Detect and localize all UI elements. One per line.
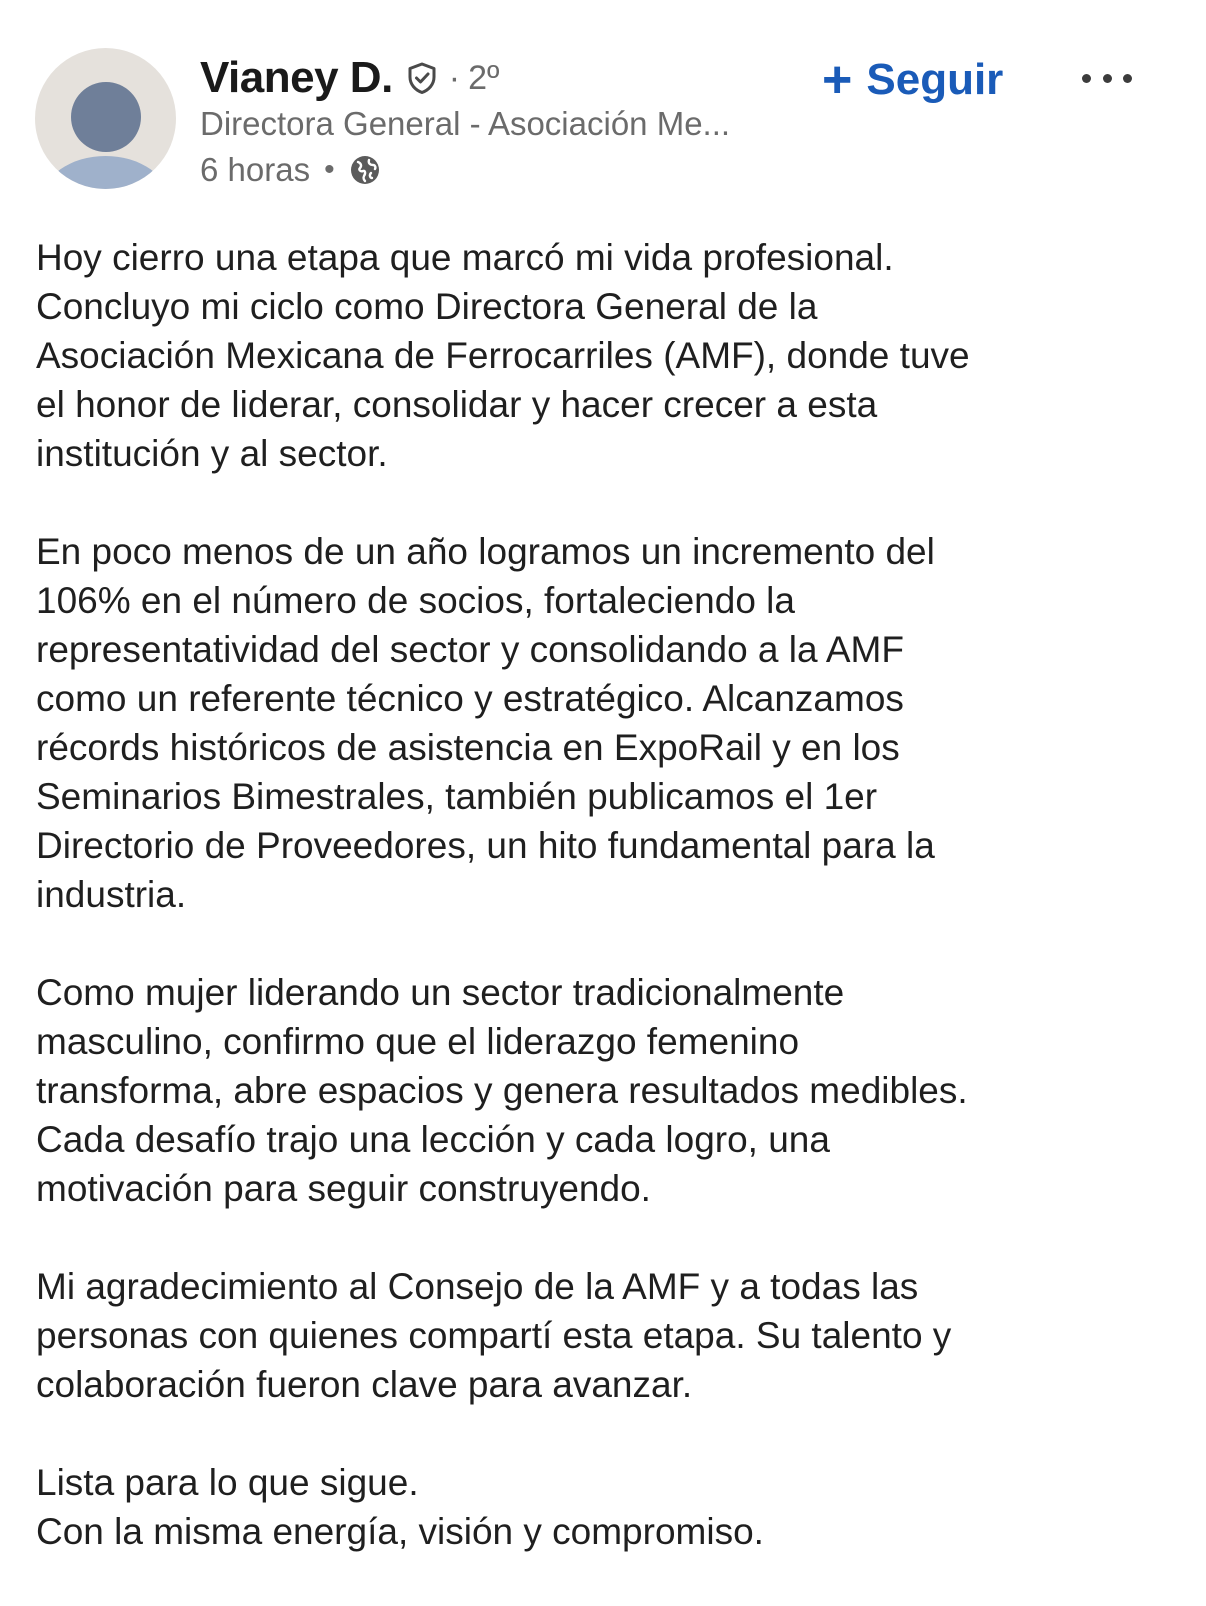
post-paragraph: Lista para lo que sigue. Con la misma energía, visión y compromiso. — [36, 1462, 764, 1552]
post-paragraph: Como mujer liderando un sector tradicionalmente masculino, confirmo que el liderazgo femenino transforma, abre espacios y genera resultados medibles. Cada desafío trajo una lección y cada logro, una motivación para seguir construyendo. — [36, 972, 968, 1209]
post-header — [0, 0, 1206, 210]
plus-icon: + — [822, 51, 853, 109]
post-paragraph: Hoy cierro una etapa que marcó mi vida profesional. Concluyo mi ciclo como Directora General de la Asociación Mexicana de Ferrocarriles (AMF), donde tuve el honor de liderar, consolidar y hacer crecer a esta institución y al sector. — [36, 237, 970, 474]
more-horizontal-icon — [1082, 74, 1091, 83]
more-horizontal-icon-dot — [1103, 74, 1112, 83]
avatar[interactable] — [35, 48, 176, 189]
follow-label: Seguir — [866, 55, 1004, 104]
avatar-body — [42, 156, 169, 189]
post-paragraph: Mi agradecimiento al Consejo de la AMF y a todas las personas con quienes compartí esta etapa. Su talento y colaboración fueron clave para avanzar. — [36, 1266, 952, 1405]
author-headline: Directora General - Asociación Me... — [200, 105, 731, 142]
post-meta — [200, 148, 381, 192]
post-paragraph: En poco menos de un año logramos un incremento del 106% en el número de socios, fortaleciendo la representatividad del sector y consolidando a la AMF como un referente técnico y estratégico. Alcanzamos récords históricos de asistencia en ExpoRail y en los Seminarios Bimestrales, también publicamos el 1er Directorio de Proveedores, un hito fundamental para la industria. — [36, 531, 935, 915]
post-body — [36, 233, 1176, 1556]
connection-separator: · — [448, 58, 461, 97]
author-name[interactable]: Vianey D. — [200, 53, 393, 102]
author-name-row — [200, 50, 499, 106]
follow-button[interactable] — [822, 50, 1003, 110]
avatar-head — [71, 82, 141, 152]
connection-degree: 2º — [468, 58, 500, 97]
globe-icon — [349, 154, 381, 186]
meta-separator: • — [324, 153, 335, 186]
more-options-button[interactable] — [1082, 58, 1132, 98]
shield-check-icon — [405, 61, 439, 95]
more-horizontal-icon-dot — [1123, 74, 1132, 83]
post-time: 6 horas — [200, 151, 311, 188]
